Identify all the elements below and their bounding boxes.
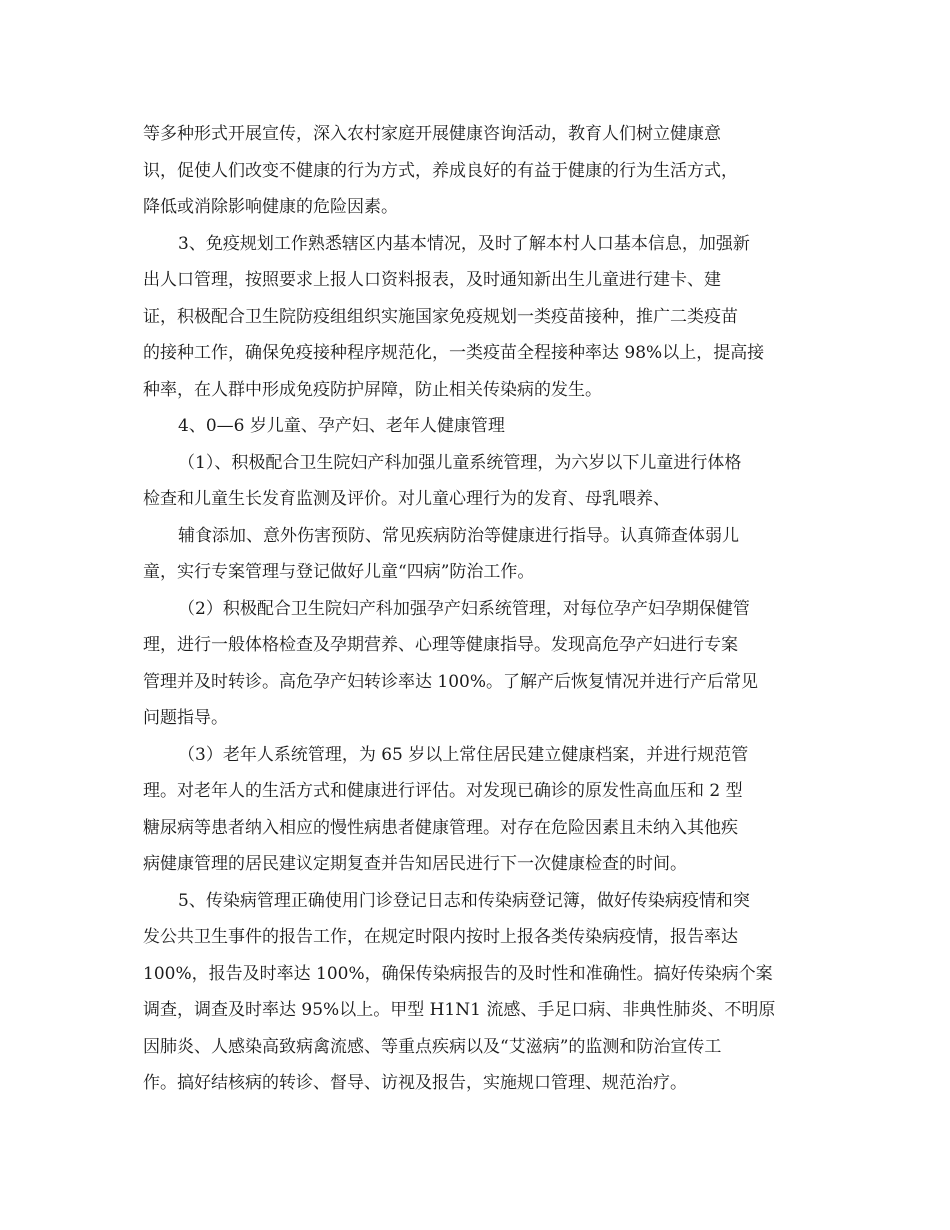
text-line: 100%，报告及时率达 100%，确保传染病报告的及时性和准确性。搞好传染病个案: [143, 964, 773, 984]
text-line: （2）积极配合卫生院妇产科加强孕产妇系统管理，对每位孕产妇孕期保健管: [178, 599, 750, 619]
text-line: 调查，调查及时率达 95%以上。甲型 H1N1 流感、手足口病、非典性肺炎、不明原: [143, 1000, 776, 1020]
text-line: （1）、积极配合卫生院妇产科加强儿童系统管理，为六岁以下儿童进行体格: [178, 453, 742, 473]
text-line: （3）老年人系统管理，为 65 岁以上常住居民建立健康档案，并进行规范管: [178, 745, 749, 765]
text-line: 3、免疫规划工作熟悉辖区内基本情况，及时了解本村人口基本信息，加强新: [178, 234, 750, 254]
text-line: 作。搞好结核病的转诊、督导、访视及报告，实施规口管理、规范治疗。: [143, 1073, 687, 1093]
text-line: 出人口管理，按照要求上报人口资料报表，及时通知新出生儿童进行建卡、建: [143, 270, 721, 290]
text-line: 5、传染病管理正确使用门诊登记日志和传染病登记簿，做好传染病疫情和突: [178, 891, 750, 911]
text-line: 童，实行专案管理与登记做好儿童“四病”防治工作。: [143, 562, 535, 582]
text-line: 证，积极配合卫生院防疫组组织实施国家免疫规划一类疫苗接种，推广二类疫苗: [143, 307, 738, 327]
text-line: 发公共卫生事件的报告工作，在规定时限内按时上报各类传染病疫情，报告率达: [143, 927, 738, 947]
text-line: 问题指导。: [143, 708, 228, 728]
text-line: 检查和儿童生长发育监测及评价。对儿童心理行为的发育、母乳喂养、: [143, 489, 670, 509]
text-line: 糖尿病等患者纳入相应的慢性病患者健康管理。对存在危险因素且未纳入其他疾: [143, 818, 738, 838]
text-line: 理，进行一般体格检查及孕期营养、心理等健康指导。发现高危孕产妇进行专案: [143, 635, 738, 655]
text-line: 辅食添加、意外伤害预防、常见疾病防治等健康进行指导。认真筛查体弱儿: [178, 526, 739, 546]
text-line: 因肺炎、人感染高致病禽流感、等重点疾病以及“艾滋病”的监测和防治宣传工: [143, 1037, 722, 1057]
text-line: 等多种形式开展宣传，深入农村家庭开展健康咨询活动，教育人们树立健康意: [143, 124, 721, 144]
text-line: 降低或消除影响健康的危险因素。: [143, 197, 398, 217]
section-heading: 4、0—6 岁儿童、孕产妇、老年人健康管理: [178, 416, 505, 436]
text-line: 种率，在人群中形成免疫防护屏障，防止相关传染病的发生。: [143, 380, 602, 400]
text-line: 病健康管理的居民建议定期复查并告知居民进行下一次健康检查的时间。: [143, 854, 687, 874]
text-line: 的接种工作，确保免疫接种程序规范化，一类疫苗全程接种率达 98%以上，提高接: [143, 343, 765, 363]
text-line: 理。对老年人的生活方式和健康进行评估。对发现已确诊的原发性高血压和 2 型: [143, 781, 743, 801]
text-line: 管理并及时转诊。高危孕产妇转诊率达 100%。了解产后恢复情况并进行产后常见: [143, 672, 759, 692]
text-line: 识，促使人们改变不健康的行为方式，养成良好的有益于健康的行为生活方式，: [143, 161, 738, 181]
